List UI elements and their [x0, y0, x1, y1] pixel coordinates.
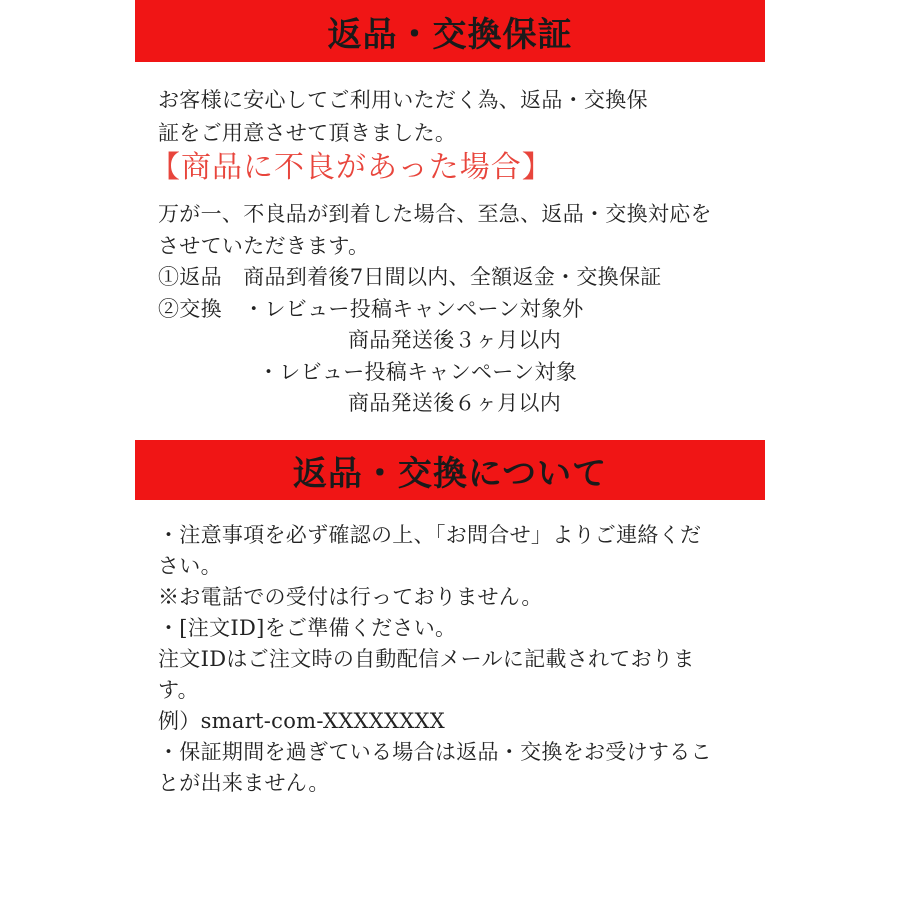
instruction-line: ※お電話での受付は行っておりません。 [158, 585, 543, 609]
instruction-line: さい。 [158, 554, 222, 578]
section-title-about-returns: 返品・交換について [292, 453, 608, 494]
instruction-line: ・[注文ID]をご準備ください。 [158, 616, 457, 640]
order-id-example: 例）smart-com-XXXXXXXX [158, 709, 446, 733]
instruction-line: とが出来ません。 [158, 771, 330, 795]
instruction-line: ・保証期間を過ぎている場合は返品・交換をお受けするこ [158, 740, 712, 764]
exchange-policy-line: ②交換 ・レビュー投稿キャンペーン対象外 [158, 296, 584, 321]
instruction-line: す。 [158, 678, 199, 702]
instruction-line: 注文IDはご注文時の自動配信メールに記載されておりま [158, 647, 695, 671]
policy-line: させていただきます。 [158, 233, 370, 258]
section-banner-about-returns [135, 440, 765, 500]
section-title-guarantee: 返品・交換保証 [327, 14, 573, 55]
intro-line: お客様に安心してご利用いただく為、返品・交換保 [158, 88, 648, 112]
exchange-period-line: 商品発送後６ヶ月以内 [348, 391, 561, 415]
instruction-line: ・注意事項を必ず確認の上、「お問合せ」よりご連絡くだ [158, 523, 702, 547]
defect-policy-text [158, 199, 758, 420]
return-instructions-text [158, 520, 758, 799]
refund-policy-line: ①返品 商品到着後7日間以内、全額返金・交換保証 [158, 265, 662, 289]
section-banner-guarantee [135, 0, 765, 62]
defect-heading: 【商品に不良があった場合】 [150, 150, 553, 185]
exchange-policy-line: ・レビュー投稿キャンペーン対象 [258, 359, 578, 384]
intro-line: 証をご用意させて頂きました。 [158, 121, 457, 145]
policy-line: 万が一、不良品が到着した場合、至急、返品・交換対応を [158, 202, 712, 226]
exchange-period-line: 商品発送後３ヶ月以内 [348, 328, 561, 352]
intro-paragraph [158, 84, 758, 150]
